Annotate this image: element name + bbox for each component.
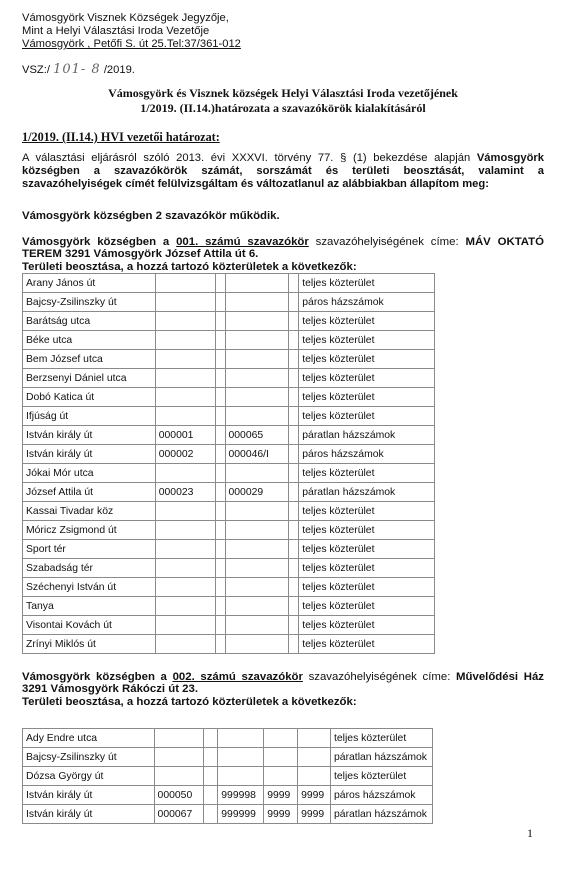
table-row (23, 407, 435, 426)
table-row (23, 293, 435, 312)
table-cell (155, 559, 215, 578)
table-cell (155, 597, 215, 616)
table-cell (204, 805, 218, 824)
table-cell: teljes közterület (299, 464, 435, 483)
document-title (22, 86, 544, 115)
table-cell (225, 369, 289, 388)
table-row (23, 350, 435, 369)
table-cell (289, 369, 299, 388)
office-header (22, 12, 241, 52)
table-cell (155, 312, 215, 331)
table-cell: Visontai Kovách út (23, 616, 156, 635)
table-cell (225, 407, 289, 426)
table-cell (218, 729, 264, 748)
table-cell: 9999 (264, 805, 298, 824)
table-cell (298, 767, 331, 786)
table-cell (155, 293, 215, 312)
district-2-number: 002. számú szavazókör (172, 671, 303, 683)
table-row (23, 616, 435, 635)
table-cell (264, 767, 298, 786)
handwritten-number: 101- 8 (53, 62, 101, 77)
table-cell (204, 786, 218, 805)
intro-text: A választási eljárásról szóló 2013. évi XXXVI. törvény 77. § (1) bekezdése alapján (22, 152, 477, 164)
header-line-3: Vámosgyörk , Petőfi S. út 25.Tel:37/361-012 (22, 38, 241, 51)
table-cell (225, 521, 289, 540)
table-cell (225, 559, 289, 578)
table-cell: páratlan házszámok (299, 426, 435, 445)
table-row (23, 426, 435, 445)
table-cell: teljes közterület (299, 350, 435, 369)
table-row (23, 274, 435, 293)
table-cell: teljes közterület (299, 274, 435, 293)
table-cell: teljes közterület (299, 559, 435, 578)
district-count: Vámosgyörk községben 2 szavazókör működik. (22, 210, 280, 222)
table-cell: István király út (23, 445, 156, 464)
table-row (23, 483, 435, 502)
table-cell: Szabadság tér (23, 559, 156, 578)
table-cell: teljes közterület (299, 407, 435, 426)
table-row (23, 464, 435, 483)
table-cell (289, 331, 299, 350)
table-cell: 9999 (264, 786, 298, 805)
table-cell (264, 729, 298, 748)
table-cell (218, 748, 264, 767)
table-cell: teljes közterület (299, 578, 435, 597)
table-cell: 9999 (298, 786, 331, 805)
table-cell: teljes közterület (299, 597, 435, 616)
table-row (23, 540, 435, 559)
table-cell: 000001 (155, 426, 215, 445)
table-cell (215, 369, 225, 388)
table-cell: teljes közterület (299, 540, 435, 559)
table-cell: Sport tér (23, 540, 156, 559)
table-cell (215, 274, 225, 293)
table-cell (215, 483, 225, 502)
table-cell (289, 521, 299, 540)
table-cell (204, 748, 218, 767)
table-cell (215, 616, 225, 635)
table-cell: István király út (23, 786, 155, 805)
table-cell (225, 293, 289, 312)
table-cell (289, 464, 299, 483)
table-row (23, 388, 435, 407)
table-cell (215, 331, 225, 350)
table-cell: páros házszámok (299, 293, 435, 312)
intro-bold-text: Vámosgyörk községben a szavazókörök számát, sorszámát és területi beosztását, valamint a szavazóhelyiségek címét felülvizsgáltam és változatlanul az alábbiakban állapítom meg: (22, 152, 544, 190)
header-line-1: Vámosgyörk Visznek Községek Jegyzője, (22, 12, 229, 24)
table-cell (289, 502, 299, 521)
table-cell (225, 616, 289, 635)
table-cell (289, 559, 299, 578)
table-cell (225, 312, 289, 331)
table-cell: Dózsa György út (23, 767, 155, 786)
table-cell: Széchenyi István út (23, 578, 156, 597)
table-cell (215, 350, 225, 369)
table-cell (204, 767, 218, 786)
section-2-subheading: Területi beosztása, a hozzá tartozó közterületek a következők: (22, 695, 357, 708)
table-cell (289, 407, 299, 426)
table-cell: Barátság utca (23, 312, 156, 331)
table-cell (215, 635, 225, 654)
table-cell: 9999 (298, 805, 331, 824)
table-cell: István király út (23, 426, 156, 445)
table-cell (215, 407, 225, 426)
table-cell (155, 521, 215, 540)
table-row (23, 748, 433, 767)
table-cell (289, 635, 299, 654)
table-cell: Berzsenyi Dániel utca (23, 369, 156, 388)
table-cell: Zrínyi Miklós út (23, 635, 156, 654)
table-cell (204, 729, 218, 748)
table-cell: Dobó Katica út (23, 388, 156, 407)
table-cell (289, 293, 299, 312)
table-cell (215, 559, 225, 578)
table-cell: teljes közterület (299, 502, 435, 521)
table-cell (215, 578, 225, 597)
table-cell: Béke utca (23, 331, 156, 350)
table-cell (215, 464, 225, 483)
table-cell (154, 729, 204, 748)
table-cell: 000023 (155, 483, 215, 502)
table-cell (225, 502, 289, 521)
table-cell: teljes közterület (299, 312, 435, 331)
table-cell (155, 540, 215, 559)
table-cell: Ady Endre utca (23, 729, 155, 748)
header-line-2: Mint a Helyi Választási Iroda Vezetője (22, 25, 210, 38)
table-cell (215, 293, 225, 312)
table-cell (289, 540, 299, 559)
table-cell: István király út (23, 805, 155, 824)
table-row (23, 559, 435, 578)
table-cell (155, 502, 215, 521)
table-cell (298, 729, 331, 748)
table-cell: Ifjúság út (23, 407, 156, 426)
table-cell (225, 350, 289, 369)
table-cell (155, 407, 215, 426)
table-cell: 000029 (225, 483, 289, 502)
table-row (23, 502, 435, 521)
decision-heading: 1/2019. (II.14.) HVI vezetői határozat: (22, 130, 220, 144)
table-cell (225, 274, 289, 293)
table-cell (155, 274, 215, 293)
table-cell (225, 331, 289, 350)
table-cell (289, 388, 299, 407)
table-cell: páros házszámok (331, 786, 433, 805)
table-cell: Arany János út (23, 274, 156, 293)
table-row (23, 331, 435, 350)
table-cell (289, 578, 299, 597)
table-cell (155, 388, 215, 407)
table-cell (218, 767, 264, 786)
district-1-street-table (22, 273, 435, 654)
table-cell (155, 331, 215, 350)
table-cell: teljes közterület (299, 369, 435, 388)
district-1-address: MÁV OKTATÓ TEREM 3291 Vámosgyörk József Attila út 6. (22, 236, 544, 261)
table-cell: teljes közterület (299, 388, 435, 407)
table-cell (155, 578, 215, 597)
table-cell (154, 748, 204, 767)
table-cell: 999999 (218, 805, 264, 824)
table-cell (215, 312, 225, 331)
vsz-year: /2019. (103, 64, 135, 76)
table-cell (215, 426, 225, 445)
table-row (23, 729, 433, 748)
table-cell (215, 502, 225, 521)
table-cell (225, 597, 289, 616)
table-row (23, 578, 435, 597)
table-cell: Móricz Zsigmond út (23, 521, 156, 540)
table-cell (215, 388, 225, 407)
page-number: 1 (527, 826, 533, 840)
table-cell: 000046/I (225, 445, 289, 464)
table-row (23, 369, 435, 388)
table-row (23, 786, 433, 805)
table-cell (289, 426, 299, 445)
table-cell (215, 521, 225, 540)
title-line-2: 1/2019. (II.14.)határozata a szavazókörök kialakításáról (140, 100, 426, 115)
district-2-street-table (22, 728, 433, 824)
table-cell (155, 616, 215, 635)
table-cell (215, 597, 225, 616)
table-cell (289, 312, 299, 331)
district-1-number: 001. számú szavazókör (176, 236, 309, 248)
table-cell: páros házszámok (299, 445, 435, 464)
table-cell: teljes közterület (299, 616, 435, 635)
table-cell: Kassai Tivadar köz (23, 502, 156, 521)
table-row (23, 521, 435, 540)
table-row (23, 312, 435, 331)
table-row (23, 805, 433, 824)
table-cell (225, 635, 289, 654)
table-cell: Bajcsy-Zsilinszky út (23, 748, 155, 767)
table-row (23, 767, 433, 786)
table-cell (155, 635, 215, 654)
table-cell: József Attila út (23, 483, 156, 502)
district-2-address: Művelődési Ház 3291 Vámosgyörk Rákóczi út 23. (22, 671, 544, 696)
table-cell (289, 597, 299, 616)
table-cell: páratlan házszámok (331, 805, 433, 824)
section-2-heading: Vámosgyörk községben a 002. számú szavazókör szavazóhelyiségének címe: Művelődési Ház 3291 Vámosgyörk Rákóczi út 23. Területi beosztása, a hozzá tartozó közterületek a következők: (22, 671, 544, 708)
table-row (23, 445, 435, 464)
table-cell (225, 578, 289, 597)
section-1-subheading: Területi beosztása, a hozzá tartozó közterületek a következők: (22, 260, 357, 273)
table-cell: Bajcsy-Zsilinszky út (23, 293, 156, 312)
table-cell: teljes közterület (299, 635, 435, 654)
table-cell: Tanya (23, 597, 156, 616)
section-1-heading: Vámosgyörk községben a 001. számú szavazókör szavazóhelyiségének címe: MÁV OKTATÓ TEREM 3291 Vámosgyörk József Attila út 6. Területi beosztása, a hozzá tartozó közterületek a következők: (22, 236, 544, 273)
table-cell (225, 464, 289, 483)
table-cell (155, 464, 215, 483)
table-cell: páratlan házszámok (331, 748, 433, 767)
table-cell (264, 748, 298, 767)
table-cell: 000067 (154, 805, 204, 824)
table-cell: 000050 (154, 786, 204, 805)
table-cell (289, 445, 299, 464)
table-cell: teljes közterület (299, 521, 435, 540)
table-cell (298, 748, 331, 767)
vsz-label: VSZ:/ (22, 64, 50, 76)
table-cell: Jókai Mór utca (23, 464, 156, 483)
table-cell (225, 540, 289, 559)
table-cell (155, 369, 215, 388)
table-cell: páratlan házszámok (299, 483, 435, 502)
table-row (23, 597, 435, 616)
table-cell: teljes közterület (299, 331, 435, 350)
table-cell (154, 767, 204, 786)
table-cell: Bem József utca (23, 350, 156, 369)
table-cell (215, 445, 225, 464)
table-cell (289, 616, 299, 635)
table-cell (215, 540, 225, 559)
table-cell (289, 274, 299, 293)
table-cell: 999998 (218, 786, 264, 805)
reference-number (22, 62, 135, 77)
table-cell (155, 350, 215, 369)
table-cell: 000065 (225, 426, 289, 445)
table-cell: teljes közterület (331, 767, 433, 786)
table-cell (225, 388, 289, 407)
table-cell: 000002 (155, 445, 215, 464)
title-line-1: Vámosgyörk és Visznek községek Helyi Választási Iroda vezetőjének (108, 86, 458, 100)
table-cell: teljes közterület (331, 729, 433, 748)
table-row (23, 635, 435, 654)
intro-paragraph (22, 152, 544, 190)
table-cell (289, 350, 299, 369)
table-cell (289, 483, 299, 502)
